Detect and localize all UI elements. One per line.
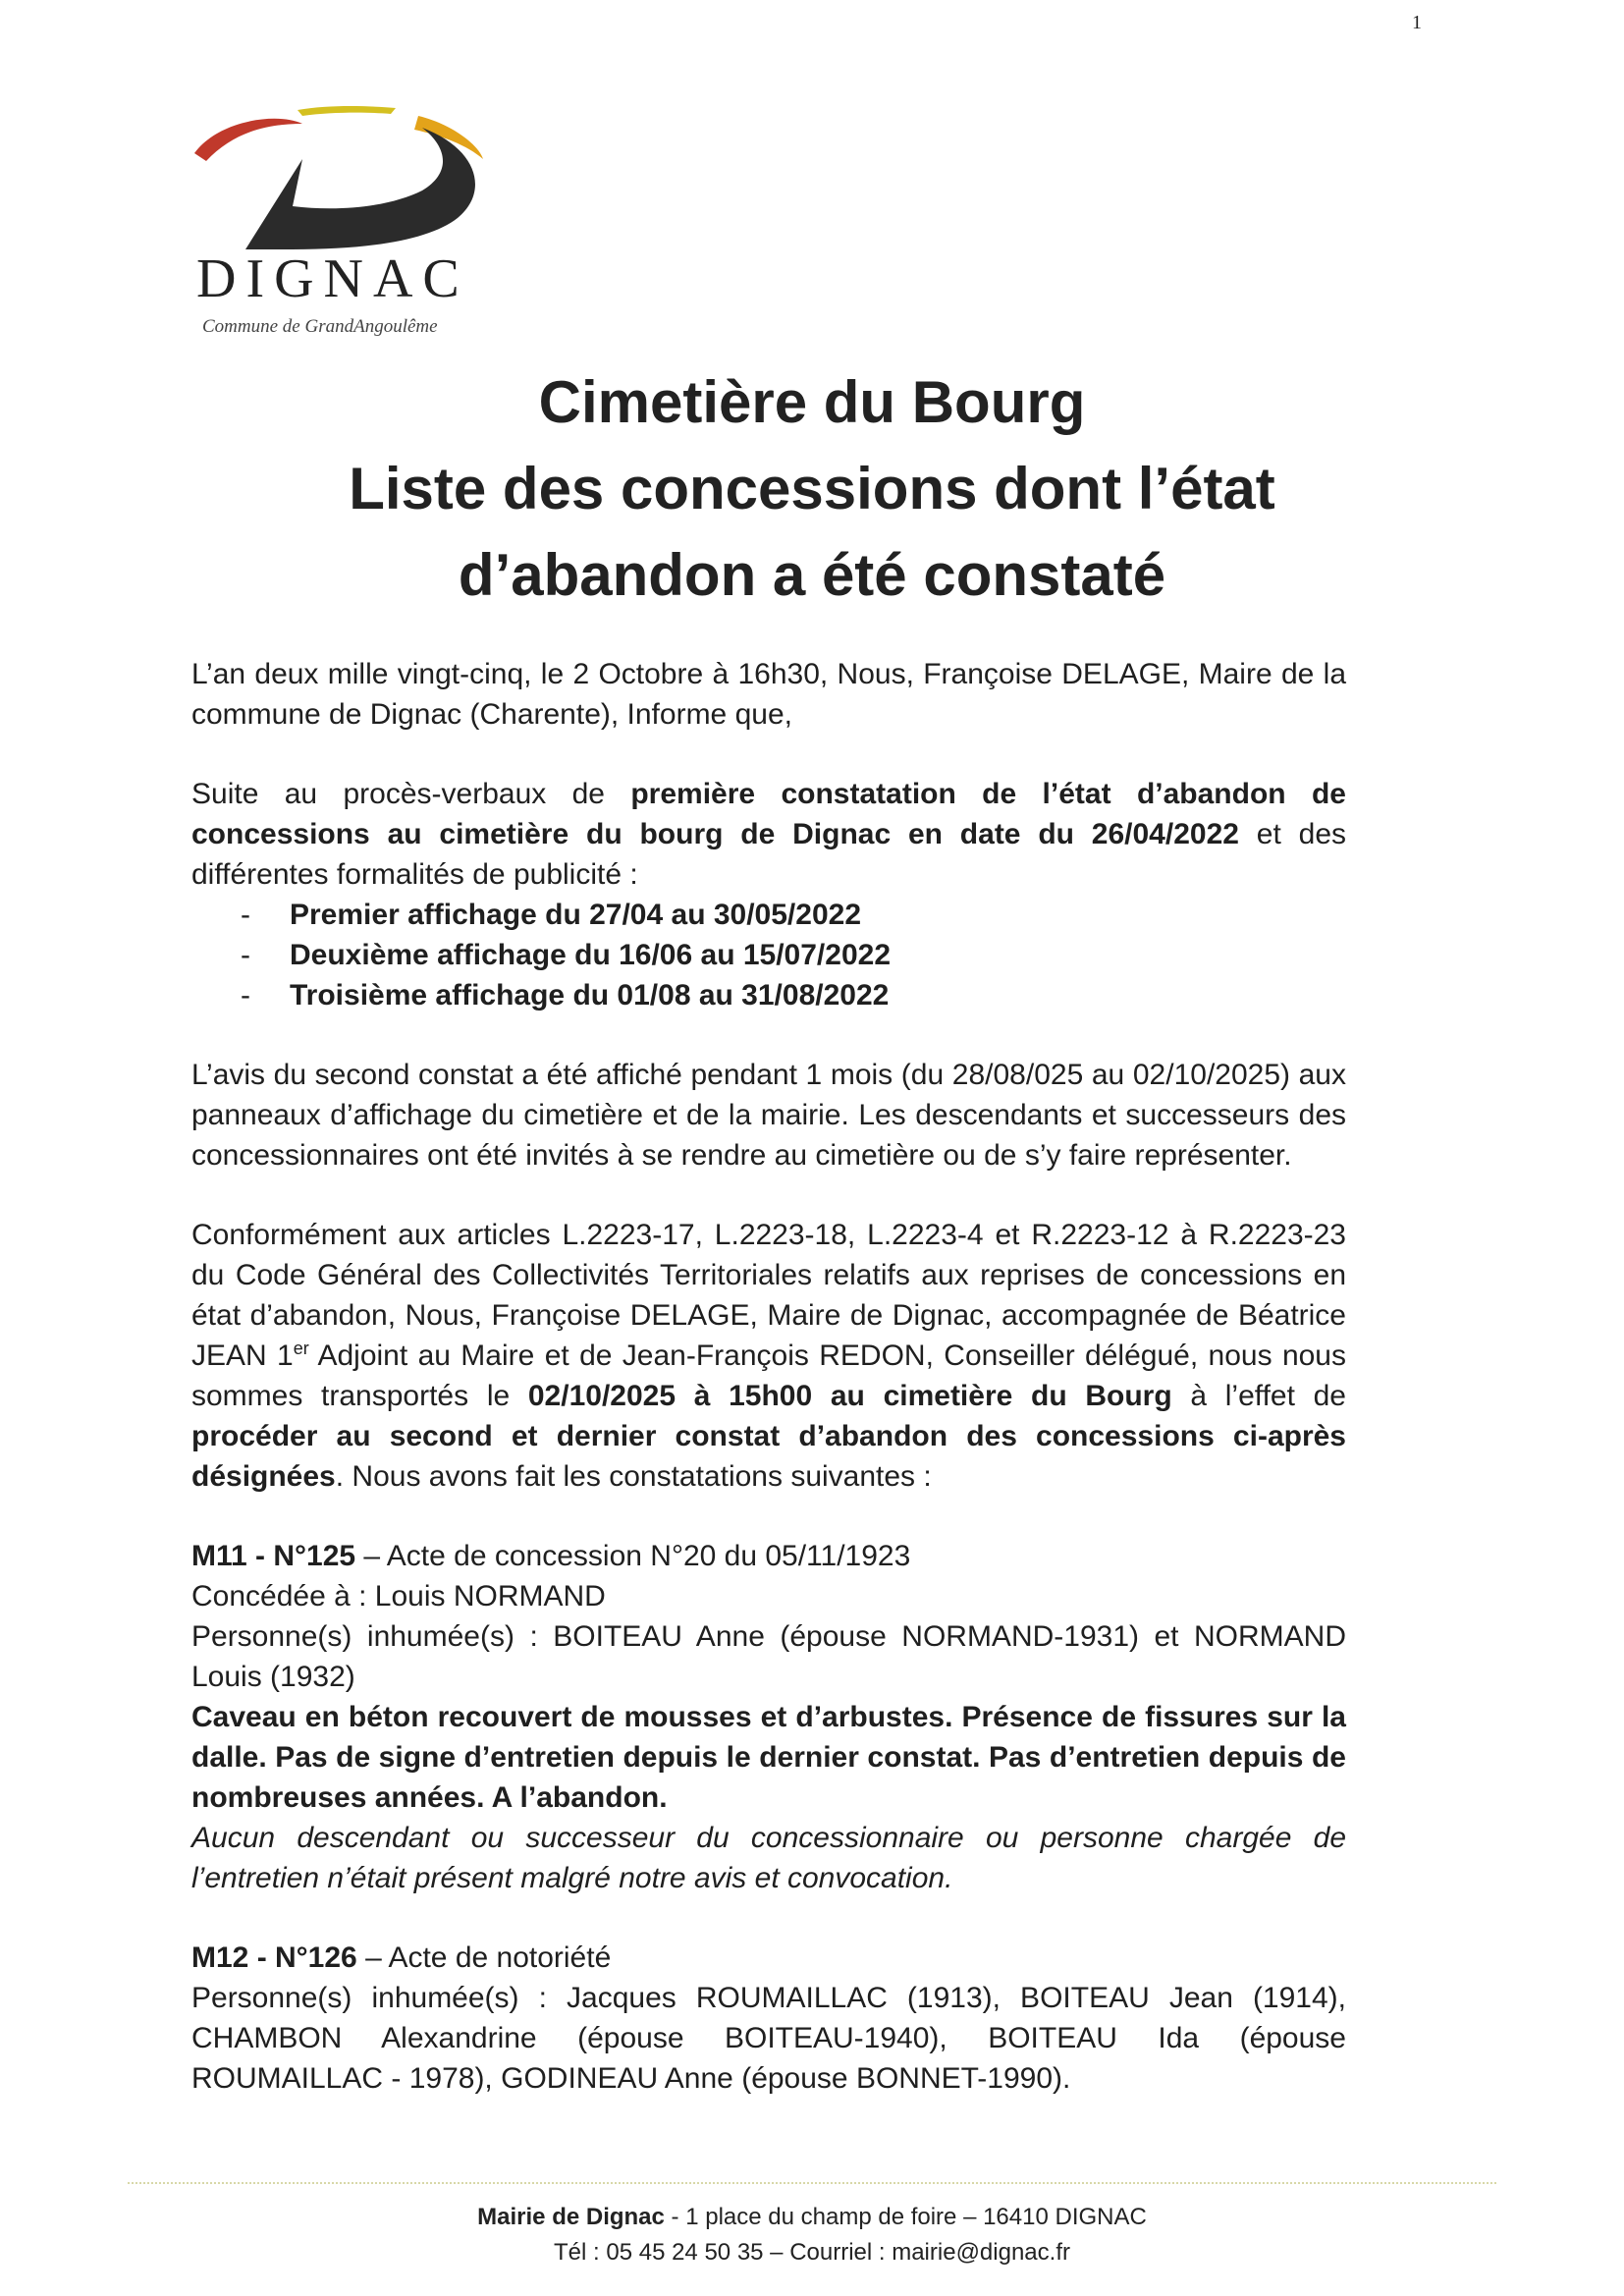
- footer-divider: [128, 2182, 1496, 2184]
- page-footer: [0, 2200, 1624, 2270]
- logo-tagline: Commune de GrandAngoulême: [202, 316, 438, 337]
- title-line-1: Cimetière du Bourg: [538, 369, 1086, 435]
- intro-paragraph: L’an deux mille vingt-cinq, le 2 Octobre à 16h30, Nous, Françoise DELAGE, Maire de la commune de Dignac (Charente), Informe que,: [191, 658, 1346, 731]
- footer-address: Mairie de Dignac - 1 place du champ de foire – 16410 DIGNAC: [477, 2204, 1147, 2230]
- title-line-3: d’abandon a été constaté: [458, 542, 1166, 608]
- document-body: [191, 654, 1346, 2099]
- list-item: - Deuxième affichage du 16/06 au 15/07/2022: [191, 935, 1346, 975]
- concession-entry-m12: [191, 1938, 1346, 2099]
- affichage-list: [191, 895, 1346, 1015]
- dignac-logo: [194, 102, 528, 348]
- footer-contact: Tél : 05 45 24 50 35 – Courriel : mairie@dignac.fr: [554, 2239, 1070, 2266]
- concession-holder: Concédée à : Louis NORMAND: [191, 1580, 606, 1613]
- concession-buried: Personne(s) inhumée(s) : Jacques ROUMAILLAC (1913), BOITEAU Jean (1914), CHAMBON Alexandrine (épouse BOITEAU-1940), BOITEAU Ida (épouse ROUMAILLAC - 1978), GODINEAU Anne (épouse BONNET-1990).: [191, 1982, 1346, 2095]
- concession-buried: Personne(s) inhumée(s) : BOITEAU Anne (épouse NORMAND-1931) et NORMAND Louis (1932): [191, 1620, 1346, 1693]
- concession-note: Aucun descendant ou successeur du concessionnaire ou personne chargée de l’entretien n’était présent malgré notre avis et convocation.: [191, 1822, 1346, 1894]
- logo-wordmark: DIGNAC: [196, 248, 469, 309]
- concession-heading: M12 - N°126 – Acte de notoriété: [191, 1941, 612, 1974]
- concession-entry-m11: [191, 1536, 1346, 1898]
- dignac-logo-emblem: [194, 102, 489, 249]
- list-item: - Premier affichage du 27/04 au 30/05/2022: [191, 895, 1346, 935]
- concession-condition: Caveau en béton recouvert de mousses et d’arbustes. Présence de fissures sur la dalle. Pas de signe d’entretien depuis le dernier constat. Pas d’entretien depuis de nombreuses années. A l’abandon.: [191, 1701, 1346, 1814]
- publicity-paragraph: Suite au procès-verbaux de première constatation de l’état d’abandon de concessions au cimetière du bourg de Dignac en date du 26/04/2022 et des différentes formalités de publicité :: [191, 778, 1347, 891]
- concession-heading: M11 - N°125 – Acte de concession N°20 du 05/11/1923: [191, 1540, 911, 1572]
- title-line-2: Liste des concessions dont l’état: [349, 456, 1275, 521]
- document-title: [0, 359, 1624, 619]
- page-number: 1: [1412, 12, 1422, 33]
- legal-paragraph: Conformément aux articles L.2223-17, L.2223-18, L.2223-4 et R.2223-12 à R.2223-23 du Code Général des Collectivités Territoriales relatifs aux reprises de concessions en état d’abandon, Nous, Françoise DELAGE, Maire de Dignac, accompagnée de Béatrice JEAN 1er Adjoint au Maire et de Jean-François REDON, Conseiller délégué, nous nous sommes transportés le 02/10/2025 à 15h00 au cimetière du Bourg à l’effet de procéder au second et dernier constat d’abandon des concessions ci-après désignées. Nous avons fait les constatations suivantes :: [191, 1219, 1346, 1493]
- second-notice-paragraph: L’avis du second constat a été affiché pendant 1 mois (du 28/08/025 au 02/10/2025) aux panneaux d’affichage du cimetière et de la mairie. Les descendants et successeurs des concessionnaires ont été invités à se rendre au cimetière ou de s’y faire représenter.: [191, 1059, 1346, 1172]
- list-item: - Troisième affichage du 01/08 au 31/08/2022: [191, 975, 1346, 1015]
